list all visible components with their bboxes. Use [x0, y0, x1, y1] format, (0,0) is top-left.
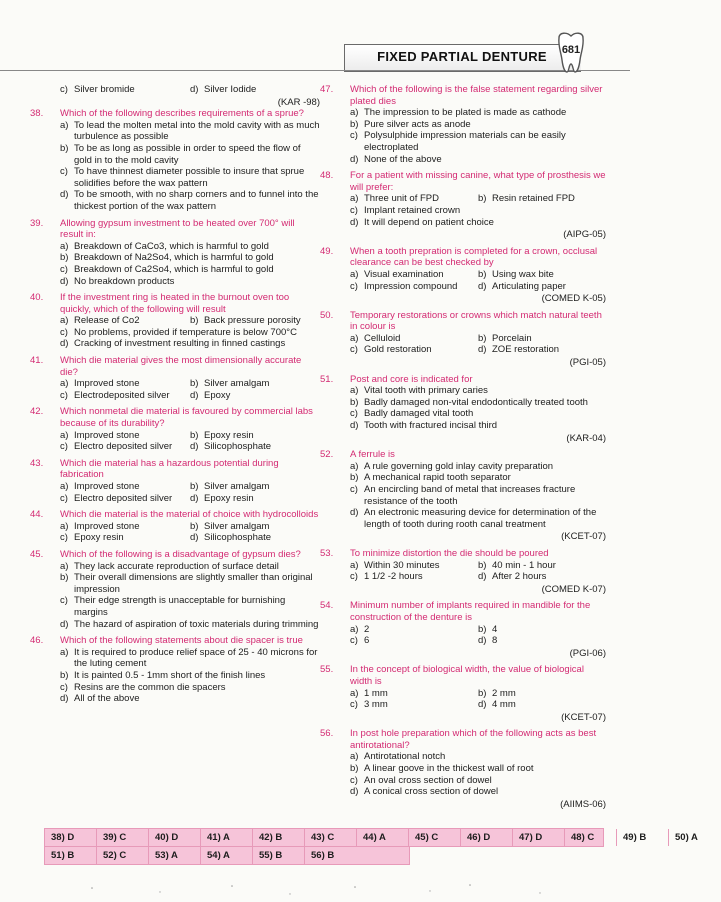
option-c: c) 6 [350, 635, 370, 647]
question-text: Post and core is indicated for [350, 373, 473, 385]
left-column [30, 84, 320, 710]
option-d: d) Silver Iodide [190, 84, 257, 95]
answer-cell: 44) A [357, 829, 409, 846]
option-c: c) Electro deposited silver [60, 441, 173, 453]
option-b: b) 4 [478, 623, 498, 635]
question-52 [320, 449, 606, 543]
question-number: 50. [320, 309, 334, 321]
option-c: c) Resins are the common die spacers [60, 681, 226, 693]
option-a: a) Improved stone [60, 429, 140, 441]
question-number: 55. [320, 664, 334, 676]
option-b: b) Back pressure porosity [190, 315, 301, 327]
option-d: d) Silicophosphate [190, 532, 272, 544]
option-b: b) Badly damaged non-vital endodontically treated tooth [350, 396, 588, 408]
option-b: b) It is painted 0.5 - 1mm short of the finish lines [60, 669, 266, 681]
question-44 [30, 509, 320, 544]
option-d: d) All of the above [60, 693, 140, 705]
question-text: For a patient with missing canine, what type of prosthesis we will prefer: [350, 170, 606, 193]
option-d: d) No breakdown products [60, 275, 175, 287]
exam-source: (PGI-05) [569, 357, 606, 369]
option-a: a) The impression to be plated is made as cathode [350, 107, 567, 119]
option-c: c) Polysulphide impression materials can be easily electroplated [350, 130, 566, 153]
option-c: c) 3 mm [350, 699, 388, 711]
answer-row-2 [44, 847, 410, 865]
option-a: a) Breakdown of CaCo3, which is harmful to gold [60, 240, 269, 252]
question-number: 52. [320, 449, 334, 461]
option-d: d) Tooth with fractured incisal third [350, 420, 498, 432]
answer-cell: 49) B [617, 829, 669, 846]
option-c: c) Breakdown of Ca2So4, which is harmful to gold [60, 263, 274, 275]
question-text: Minimum number of implants required in mandible for the construction of the denture is [350, 600, 591, 623]
exam-source: (COMED K-05) [541, 293, 606, 305]
answer-row-1 [44, 828, 698, 847]
question-number: 41. [30, 355, 44, 367]
answer-cell: 38) D [45, 829, 97, 846]
question-text: In the concept of biological width, the value of biological width is [350, 664, 584, 687]
option-b: b) Porcelain [478, 332, 532, 344]
option-a: a) Improved stone [60, 378, 140, 390]
option-b: b) 40 min - 1 hour [478, 559, 556, 571]
question-text: If the investment ring is heated in the burnout oven too quickly, which of the following will result [60, 292, 290, 315]
question-text: Which of the following is the false statement regarding silver plated dies [350, 84, 603, 107]
option-c: c) Silver bromide [60, 84, 135, 95]
option-c: c) No problems, provided if temperature is below 700°C [60, 326, 297, 338]
question-number: 42. [30, 406, 44, 418]
answer-cell: 40) D [149, 829, 201, 846]
option-a: a) To lead the molten metal into the mold cavity with as much turbulence as possible [60, 119, 320, 143]
question-number: 51. [320, 373, 334, 385]
question-40 [30, 292, 320, 350]
page-number: 681 [561, 44, 581, 56]
question-number: 46. [30, 635, 44, 647]
option-b: b) A mechanical rapid tooth separator [350, 472, 511, 484]
question-53 [320, 548, 606, 595]
answer-cell: 42) B [253, 829, 305, 846]
answer-cell: 43) C [305, 829, 357, 846]
option-a: a) It is required to produce relief space of 25 - 40 microns for the luting cement [60, 646, 318, 670]
header-rule [0, 70, 630, 71]
question-text: Which of the following statements about die spacer is true [60, 635, 303, 647]
question-49 [320, 246, 606, 305]
option-d: d) Cracking of investment resulting in finned castings [60, 338, 286, 350]
option-b: b) Resin retained FPD [478, 193, 575, 205]
answer-cell: 51) B [45, 847, 97, 864]
answer-cell: 50) A [675, 832, 698, 843]
question-text: Which die material is the material of choice with hydrocolloids [60, 509, 319, 521]
question-number: 49. [320, 245, 334, 257]
option-a: a) Antirotational notch [350, 751, 446, 763]
answer-cell: 55) B [253, 847, 305, 864]
answer-cell: 39) C [97, 829, 149, 846]
option-b: b) Breakdown of Na2So4, which is harmful to gold [60, 252, 274, 264]
question-text: To minimize distortion the die should be poured [350, 547, 549, 559]
option-c: c) Gold restoration [350, 344, 432, 356]
question-47 [320, 84, 606, 165]
option-c: c) Electrodeposited silver [60, 389, 170, 401]
exam-source: (KCET-07) [561, 711, 606, 723]
question-text: Which of the following is a disadvantage of gypsum dies? [60, 548, 301, 560]
question-text: Which die material gives the most dimensionally accurate die? [60, 355, 302, 378]
question-number: 44. [30, 509, 44, 521]
option-b: b) Epoxy resin [190, 429, 254, 441]
scan-noise [0, 878, 638, 902]
option-d: d) The hazard of aspiration of toxic materials during trimming [60, 618, 319, 630]
question-text: Allowing gypsum investment to be heated over 700° will result in: [60, 217, 295, 241]
answer-cell: 54) A [201, 847, 253, 864]
answer-cell: 46) D [461, 829, 513, 846]
chapter-title: FIXED PARTIAL DENTURE [377, 49, 547, 64]
question-43 [30, 458, 320, 504]
option-c: c) Electro deposited silver [60, 492, 173, 504]
question-number: 43. [30, 457, 44, 469]
option-b: b) Silver amalgam [190, 481, 270, 492]
option-c: c) 1 1/2 -2 hours [350, 571, 423, 583]
option-c: c) Impression compound [350, 280, 458, 292]
exam-source: (COMED K-07) [541, 583, 606, 595]
option-a: a) They lack accurate reproduction of surface detail [60, 560, 279, 572]
question-text: A ferrule is [350, 449, 395, 461]
question-text: When a tooth prepration is completed for a crown, occlusal clearance can be best checked by [350, 245, 598, 269]
option-b: b) A linear goove in the thickest wall of root [350, 763, 534, 775]
question-text: Which die material has a hazardous potential during fabrication [60, 457, 279, 481]
option-a: a) Within 30 minutes [350, 559, 440, 571]
option-a: a) Celluloid [350, 332, 401, 344]
question-number: 45. [30, 548, 44, 560]
question-number: 54. [320, 600, 334, 612]
option-c: c) Implant retained crown [350, 204, 461, 216]
option-c: c) An encircling band of metal that increases fracture resistance of the tooth [350, 484, 576, 507]
question-text: Which nonmetal die material is favoured by commercial labs because of its durability? [60, 406, 313, 430]
answer-cell: 56) B [311, 850, 335, 861]
question-number: 48. [320, 170, 334, 182]
answer-cell: 52) C [97, 847, 149, 864]
question-41 [30, 355, 320, 401]
option-a: a) Release of Co2 [60, 315, 140, 327]
option-d: d) To be smooth, with no sharp corners and to funnel into the thickest portion of the wax pattern [60, 189, 319, 212]
option-a: a) Improved stone [60, 520, 140, 532]
question-50 [320, 310, 606, 369]
option-d: d) Articulating paper [478, 280, 566, 292]
question-42 [30, 406, 320, 452]
option-d: d) None of the above [350, 153, 442, 165]
option-a: a) 1 mm [350, 687, 388, 699]
option-a: a) 2 [350, 623, 370, 635]
exam-source: (PGI-06) [569, 647, 606, 659]
option-b: b) To be as long as possible in order to speed the flow of gold in to the mold cavity [60, 142, 301, 166]
option-b: b) Using wax bite [478, 268, 554, 280]
option-a: a) Vital tooth with primary caries [350, 385, 488, 397]
option-b: b) Silver amalgam [190, 378, 270, 390]
exam-source: (KAR -98) [277, 96, 320, 108]
question-45 [30, 549, 320, 630]
question-48 [320, 170, 606, 241]
question-55 [320, 664, 606, 723]
exam-source: (AIIMS-06) [560, 798, 606, 810]
question-37-tail [30, 84, 320, 108]
question-number: 40. [30, 292, 44, 304]
question-text: Temporary restorations or crowns which match natural teeth in colour is [350, 309, 602, 333]
question-51 [320, 374, 606, 445]
question-54 [320, 600, 606, 659]
question-38 [30, 108, 320, 212]
option-d: d) Silicophosphate [190, 441, 272, 453]
exam-source: (AIPG-05) [563, 229, 606, 241]
answer-key [44, 828, 698, 865]
answer-cell: 47) D [513, 829, 565, 846]
option-d: d) Epoxy resin [190, 492, 254, 504]
question-56 [320, 728, 606, 810]
answer-cell: 53) A [149, 847, 201, 864]
option-d: d) An electronic measuring device for determination of the length of tooth during rooth canal treatment [350, 507, 597, 530]
option-a: a) A rule governing gold inlay cavity preparation [350, 460, 554, 472]
right-column [320, 84, 606, 815]
question-46 [30, 635, 320, 705]
exam-source: (KAR-04) [566, 432, 606, 444]
option-a: a) Three unit of FPD [350, 193, 439, 205]
question-number: 47. [320, 84, 334, 95]
option-d: d) A conical cross section of dowel [350, 786, 499, 798]
option-d: d) After 2 hours [478, 571, 547, 583]
answer-cell: 41) A [201, 829, 253, 846]
option-b: b) Pure silver acts as anode [350, 118, 471, 130]
option-d: d) It will depend on patient choice [350, 216, 494, 228]
option-d: d) 8 [478, 635, 498, 647]
option-b: b) Their overall dimensions are slightly smaller than original impression [60, 572, 313, 595]
option-c: c) To have thinnest diameter possible to insure that sprue solidifies before the wax pattern [60, 166, 305, 189]
question-number: 39. [30, 217, 44, 229]
option-c: c) Their edge strength is unacceptable for burnishing margins [60, 595, 286, 618]
question-number: 56. [320, 728, 334, 740]
option-d: d) Epoxy [190, 389, 231, 401]
answer-cell: 48) C [565, 829, 617, 846]
question-text: In post hole preparation which of the following acts as best antirotational? [350, 728, 597, 751]
option-c: c) Badly damaged vital tooth [350, 408, 474, 420]
question-number: 53. [320, 547, 334, 559]
option-b: b) 2 mm [478, 687, 516, 699]
option-b: b) Silver amalgam [190, 520, 270, 532]
option-d: d) 4 mm [478, 699, 516, 711]
option-c: c) Epoxy resin [60, 532, 124, 544]
option-d: d) ZOE restoration [478, 344, 560, 356]
option-c: c) An oval cross section of dowel [350, 774, 492, 786]
question-number: 38. [30, 108, 44, 120]
exam-source: (KCET-07) [561, 531, 606, 543]
answer-cell: 45) C [409, 829, 461, 846]
option-a: a) Visual examination [350, 268, 444, 280]
option-a: a) Improved stone [60, 481, 140, 492]
question-39 [30, 218, 320, 288]
question-text: Which of the following describes requirements of a sprue? [60, 108, 304, 120]
